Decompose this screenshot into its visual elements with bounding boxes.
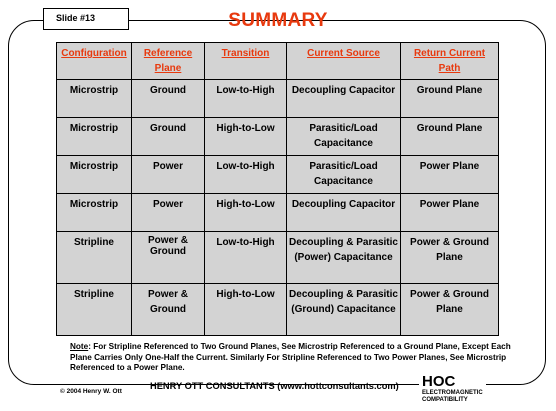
copyright: © 2004 Henry W. Ott <box>60 388 122 395</box>
cell-reference-plane: Power <box>132 194 205 232</box>
logo-subtitle-line1: ELECTROMAGNETIC <box>422 390 483 396</box>
cell-current-source: Decoupling Capacitor <box>287 80 401 118</box>
cell-configuration: Microstrip <box>57 156 132 194</box>
cell-reference-plane: Ground <box>132 80 205 118</box>
note-text: : For Stripline Referenced to Two Ground Planes, See Microstrip Referenced to a Ground Plane, Except Each Plane Carries Only One-Half the Current. Similarly For Stripline Referenced to Two Power Planes, See Microstrip Referenced to a Power Plane. <box>70 342 511 372</box>
table-row <box>57 232 499 284</box>
note-paragraph <box>70 342 520 374</box>
cell-configuration: Microstrip <box>57 194 132 232</box>
cell-reference-plane: Power & Ground <box>132 284 205 336</box>
cell-return-path: Ground Plane <box>401 118 499 156</box>
table-row <box>57 194 499 232</box>
table-row <box>57 80 499 118</box>
cell-return-path: Power Plane <box>401 156 499 194</box>
table-row <box>57 284 499 336</box>
cell-reference-plane: Power <box>132 156 205 194</box>
note-label: Note <box>70 342 89 351</box>
hoc-logo <box>419 374 486 404</box>
header-current-source: Current Source <box>287 43 401 80</box>
cell-transition: Low-to-High <box>205 156 287 194</box>
company-name: HENRY OTT CONSULTANTS (www.hottconsultants.com) <box>150 381 399 391</box>
table-header-row <box>57 43 499 80</box>
cell-transition: High-to-Low <box>205 194 287 232</box>
table-row <box>57 118 499 156</box>
header-reference-plane: Reference Plane <box>132 43 205 80</box>
cell-configuration: Microstrip <box>57 118 132 156</box>
summary-table <box>56 42 499 336</box>
cell-current-source: Parasitic/Load Capacitance <box>287 156 401 194</box>
header-return-current-path: Return Current Path <box>401 43 499 80</box>
cell-transition: High-to-Low <box>205 284 287 336</box>
cell-return-path: Power & Ground Plane <box>401 284 499 336</box>
cell-transition: High-to-Low <box>205 118 287 156</box>
logo-subtitle-line2: COMPATIBILITY <box>422 397 468 403</box>
cell-transition: Low-to-High <box>205 80 287 118</box>
cell-configuration: Stripline <box>57 284 132 336</box>
cell-current-source: Parasitic/Load Capacitance <box>287 118 401 156</box>
slide-title: SUMMARY <box>228 10 328 31</box>
cell-return-path: Ground Plane <box>401 80 499 118</box>
cell-return-path: Power & Ground Plane <box>401 232 499 284</box>
cell-configuration: Stripline <box>57 232 132 284</box>
cell-return-path: Power Plane <box>401 194 499 232</box>
cell-reference-plane: Power & Ground <box>132 232 205 284</box>
cell-configuration: Microstrip <box>57 80 132 118</box>
cell-reference-plane: Ground <box>132 118 205 156</box>
header-transition: Transition <box>205 43 287 80</box>
cell-transition: Low-to-High <box>205 232 287 284</box>
cell-current-source: Decoupling & Parasitic (Power) Capacitance <box>287 232 401 284</box>
slide-number: Slide #13 <box>43 8 129 30</box>
logo-text: HOC <box>422 373 456 390</box>
cell-current-source: Decoupling & Parasitic (Ground) Capacitance <box>287 284 401 336</box>
cell-current-source: Decoupling Capacitor <box>287 194 401 232</box>
table-row <box>57 156 499 194</box>
header-configuration: Configuration <box>57 43 132 80</box>
